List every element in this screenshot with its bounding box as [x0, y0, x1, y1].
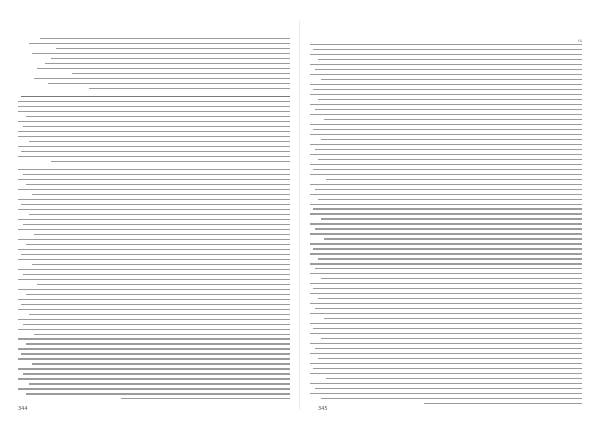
text-block	[310, 44, 582, 404]
page-number-left: 344	[18, 406, 28, 412]
text-block	[18, 96, 290, 162]
right-page	[300, 0, 600, 424]
text-block	[18, 38, 290, 89]
page-number-right: 345	[318, 406, 328, 412]
text-block	[18, 169, 290, 399]
section-marker: ٢٥	[577, 38, 582, 43]
